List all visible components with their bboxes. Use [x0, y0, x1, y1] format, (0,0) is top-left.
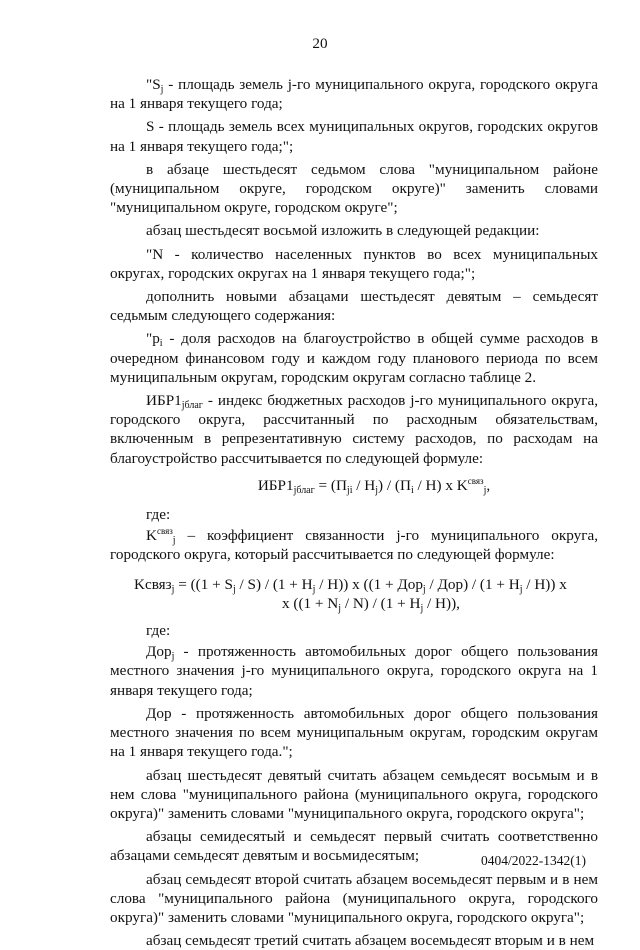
where-label-2: где:: [146, 622, 171, 640]
paragraph-67-amendment: в абзаце шестьдесят седьмом слова "муниципальном районе (муниципальном округе, городском округе)" заменить словами "муниципальном округе, городском округе";: [110, 160, 598, 217]
document-code: 0404/2022-1342(1): [481, 853, 586, 868]
paragraph-70-71-renumber: абзацы семидесятый и семьдесят первый считать соответственно абзацами семьдесят девятым и восьмидесятым;: [110, 828, 598, 865]
where-label-1: где:: [146, 506, 171, 524]
paragraph-sj-definition: "$S_j$ - площадь земель j-го муниципального округа, городского округа на 1 января текущего года;: [110, 76, 598, 113]
paragraph-69-to-78: абзац шестьдесят девятый считать абзацем семьдесят восьмым и в нем слова "муниципального района (муниципального округа, городского округа)" заменить словами "муниципального округа, городского округа";: [110, 766, 598, 822]
paragraph-dor-definition: Дор - протяженность автомобильных дорог общего пользования местного значения по всем муниципальным округам, городским округам на 1 января текущего года.";: [110, 704, 598, 761]
paragraph-72-to-81: абзац семьдесят второй считать абзацем восемьдесят первым и в нем слова "муниципального района (муниципального округа, городского округа)" заменить словами "муниципального округа, городского округа";: [110, 870, 598, 926]
paragraph-ibr-definition: $ИБР1_{jблаг}$ - индекс бюджетных расходов j-го муниципального округа, городского округа, рассчитанный по расходным обязательствам, включенным в репрезентативную систему расходов, по расходам на благоустройство рассчитывается по следующей формуле:: [110, 392, 598, 467]
paragraph-ksvyaz-definition: $K^{связ}_j$ – коэффициент связанности j-го муниципального округа, городского округа, который рассчитывается по следующей формуле:: [110, 526, 598, 564]
document-body: [110, 75, 598, 950]
formula-ksvyaz: [110, 575, 598, 613]
paragraph-73-to-82: абзац семьдесят третий считать абзацем восемьдесят вторым и в нем: [146, 932, 595, 950]
paragraph-n-definition: "N - количество населенных пунктов во всех муниципальных округах, городских округах на 1 января текущего года;";: [110, 245, 598, 282]
paragraph-s-definition: S - площадь земель всех муниципальных округов, городских округов на 1 января текущего года;";: [110, 118, 598, 155]
paragraph-dorj-definition: Дор$_j$ - протяженность автомобильных дорог общего пользования местного значения j-го муниципального округа, городского округа на 1 января текущего года;: [110, 643, 598, 699]
formula-ksvyaz-line-2: x $((1 + N_j / N) / (1 + H_j / H))$,: [282, 594, 460, 614]
page-number: 20: [312, 35, 328, 52]
paragraph-new-69-77-intro: дополнить новыми абзацами шестьдесят девятым – семьдесят седьмым следующего содержания:: [110, 288, 598, 325]
paragraph-68-intro: абзац шестьдесят восьмой изложить в следующей редакции:: [146, 222, 540, 240]
formula-ibr: $ИБР1_{jблаг} = (П_{ji} / H_j) / (П_i / H)$ x $K^{связ}_j$,: [257, 475, 491, 496]
formula-ksvyaz-line-1: Kсвяз$_j$ = $((1 + S_j / S) / (1 + H_j / H))$ x $((1 + Дор_j / Дор) / (1 + H_j / H))$ x: [134, 575, 567, 595]
paragraph-pi-definition: "$p_i$ - доля расходов на благоустройство в общей сумме расходов в очередном финансовом году и каждом году планового периода по всем муниципальным округам, городским округам согласно таблице 2.: [110, 330, 598, 386]
